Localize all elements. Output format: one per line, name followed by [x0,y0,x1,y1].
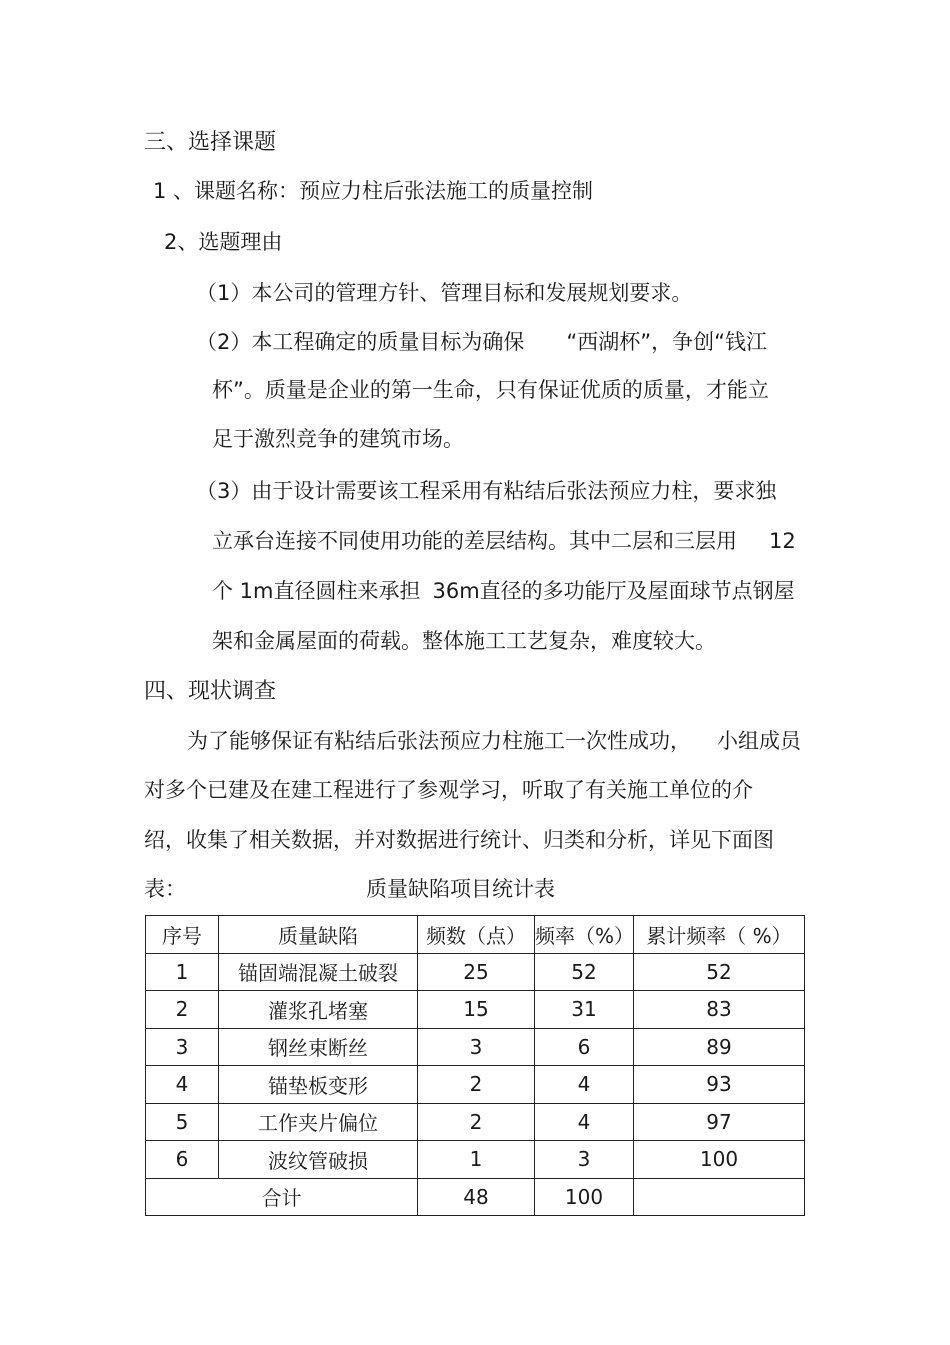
header-cell: 频率（%） [535,916,634,954]
table-cell: 灌浆孔堵塞 [219,991,418,1029]
table-row [146,1028,805,1066]
reason-2-line-3: 足于激烈竞争的建筑市场。 [212,427,464,451]
table-caption: 质量缺陷项目统计表 [366,877,555,901]
table-cell: 2 [418,1103,535,1141]
table-cell: 4 [535,1066,634,1104]
table-cell: 100 [634,1141,805,1179]
table-header-row [146,916,805,954]
defect-stats-table [145,915,805,1216]
reason-3-text-d: 36m直径的多功能厅及屋面球节点钢屋 [432,579,795,603]
reason-2-text-b: “西湖杯” [566,330,652,354]
table-cell: 3 [146,1028,219,1066]
header-cell: 累计频率（ %） [634,916,805,954]
table-cell: 工作夹片偏位 [219,1103,418,1141]
reason-3-line-2 [212,528,796,554]
table-cell: 83 [634,991,805,1029]
header-cell: 频数（点） [418,916,535,954]
table-cell: 锚垫板变形 [219,1066,418,1104]
table-cell: 6 [146,1141,219,1179]
total-freq: 100 [535,1178,634,1216]
table-cell: 15 [418,991,535,1029]
survey-text-b: 小组成员 [717,729,801,753]
table-cell: 25 [418,953,535,991]
table-cell: 1 [146,953,219,991]
reason-heading: 2、选题理由 [164,230,283,254]
table-row [146,1141,805,1179]
table-total-row [146,1178,805,1216]
reason-2-text-a: （2）本工程确定的质量目标为确保 [196,330,525,354]
table-row [146,953,805,991]
table-cell: 5 [146,1103,219,1141]
table-cell: 波纹管破损 [219,1141,418,1179]
survey-text-a: 为了能够保证有粘结后张法预应力柱施工一次性成功， [187,729,691,753]
table-cell: 钢丝束断丝 [219,1028,418,1066]
reason-3-line-4: 架和金属屋面的荷载。整体施工工艺复杂，难度较大。 [212,629,716,653]
reason-1: （1）本公司的管理方针、管理目标和发展规划要求。 [196,281,693,305]
reason-3-line-3 [212,578,795,604]
reason-2-line-1 [196,329,767,355]
reason-2-text-c: ，争创“钱江 [651,330,768,354]
header-cell: 质量缺陷 [219,916,418,954]
total-count: 48 [418,1178,535,1216]
table-cell: 4 [146,1066,219,1104]
table-cell: 2 [146,991,219,1029]
reason-3-text-b: 12 [769,529,796,553]
header-cell: 序号 [146,916,219,954]
table-row [146,1103,805,1141]
topic-name: 1 、课题名称：预应力柱后张法施工的质量控制 [153,179,594,203]
table-cell: 6 [535,1028,634,1066]
survey-line-4: 表： [144,877,186,901]
table-cell: 4 [535,1103,634,1141]
table-cell: 2 [418,1066,535,1104]
table-cell: 52 [535,953,634,991]
survey-line-2: 对多个已建及在建工程进行了参观学习，听取了有关施工单位的介 [144,778,753,802]
section4-heading: 四、现状调查 [144,679,277,704]
table-row [146,1066,805,1104]
table-cell: 1 [418,1141,535,1179]
table-cell: 97 [634,1103,805,1141]
table-cell: 3 [535,1141,634,1179]
survey-line-1 [187,728,801,754]
table-cell: 52 [634,953,805,991]
reason-3-line-1: （3）由于设计需要该工程采用有粘结后张法预应力柱，要求独 [196,479,777,503]
total-cum [634,1178,805,1216]
survey-line-3: 绍，收集了相关数据，并对数据进行统计、归类和分析，详见下面图 [144,828,774,852]
total-label: 合计 [146,1178,418,1216]
table-cell: 89 [634,1028,805,1066]
reason-3-text-a: 立承台连接不同使用功能的差层结构。其中二层和三层用 [212,529,737,553]
table-row [146,991,805,1029]
table-cell: 31 [535,991,634,1029]
reason-2-line-2: 杯”。质量是企业的第一生命，只有保证优质的质量，才能立 [212,378,769,402]
reason-3-text-c: 个 1m直径圆柱来承担 [212,579,421,603]
table-cell: 锚固端混凝土破裂 [219,953,418,991]
table-cell: 93 [634,1066,805,1104]
table-cell: 3 [418,1028,535,1066]
section3-heading: 三、选择课题 [144,130,277,155]
